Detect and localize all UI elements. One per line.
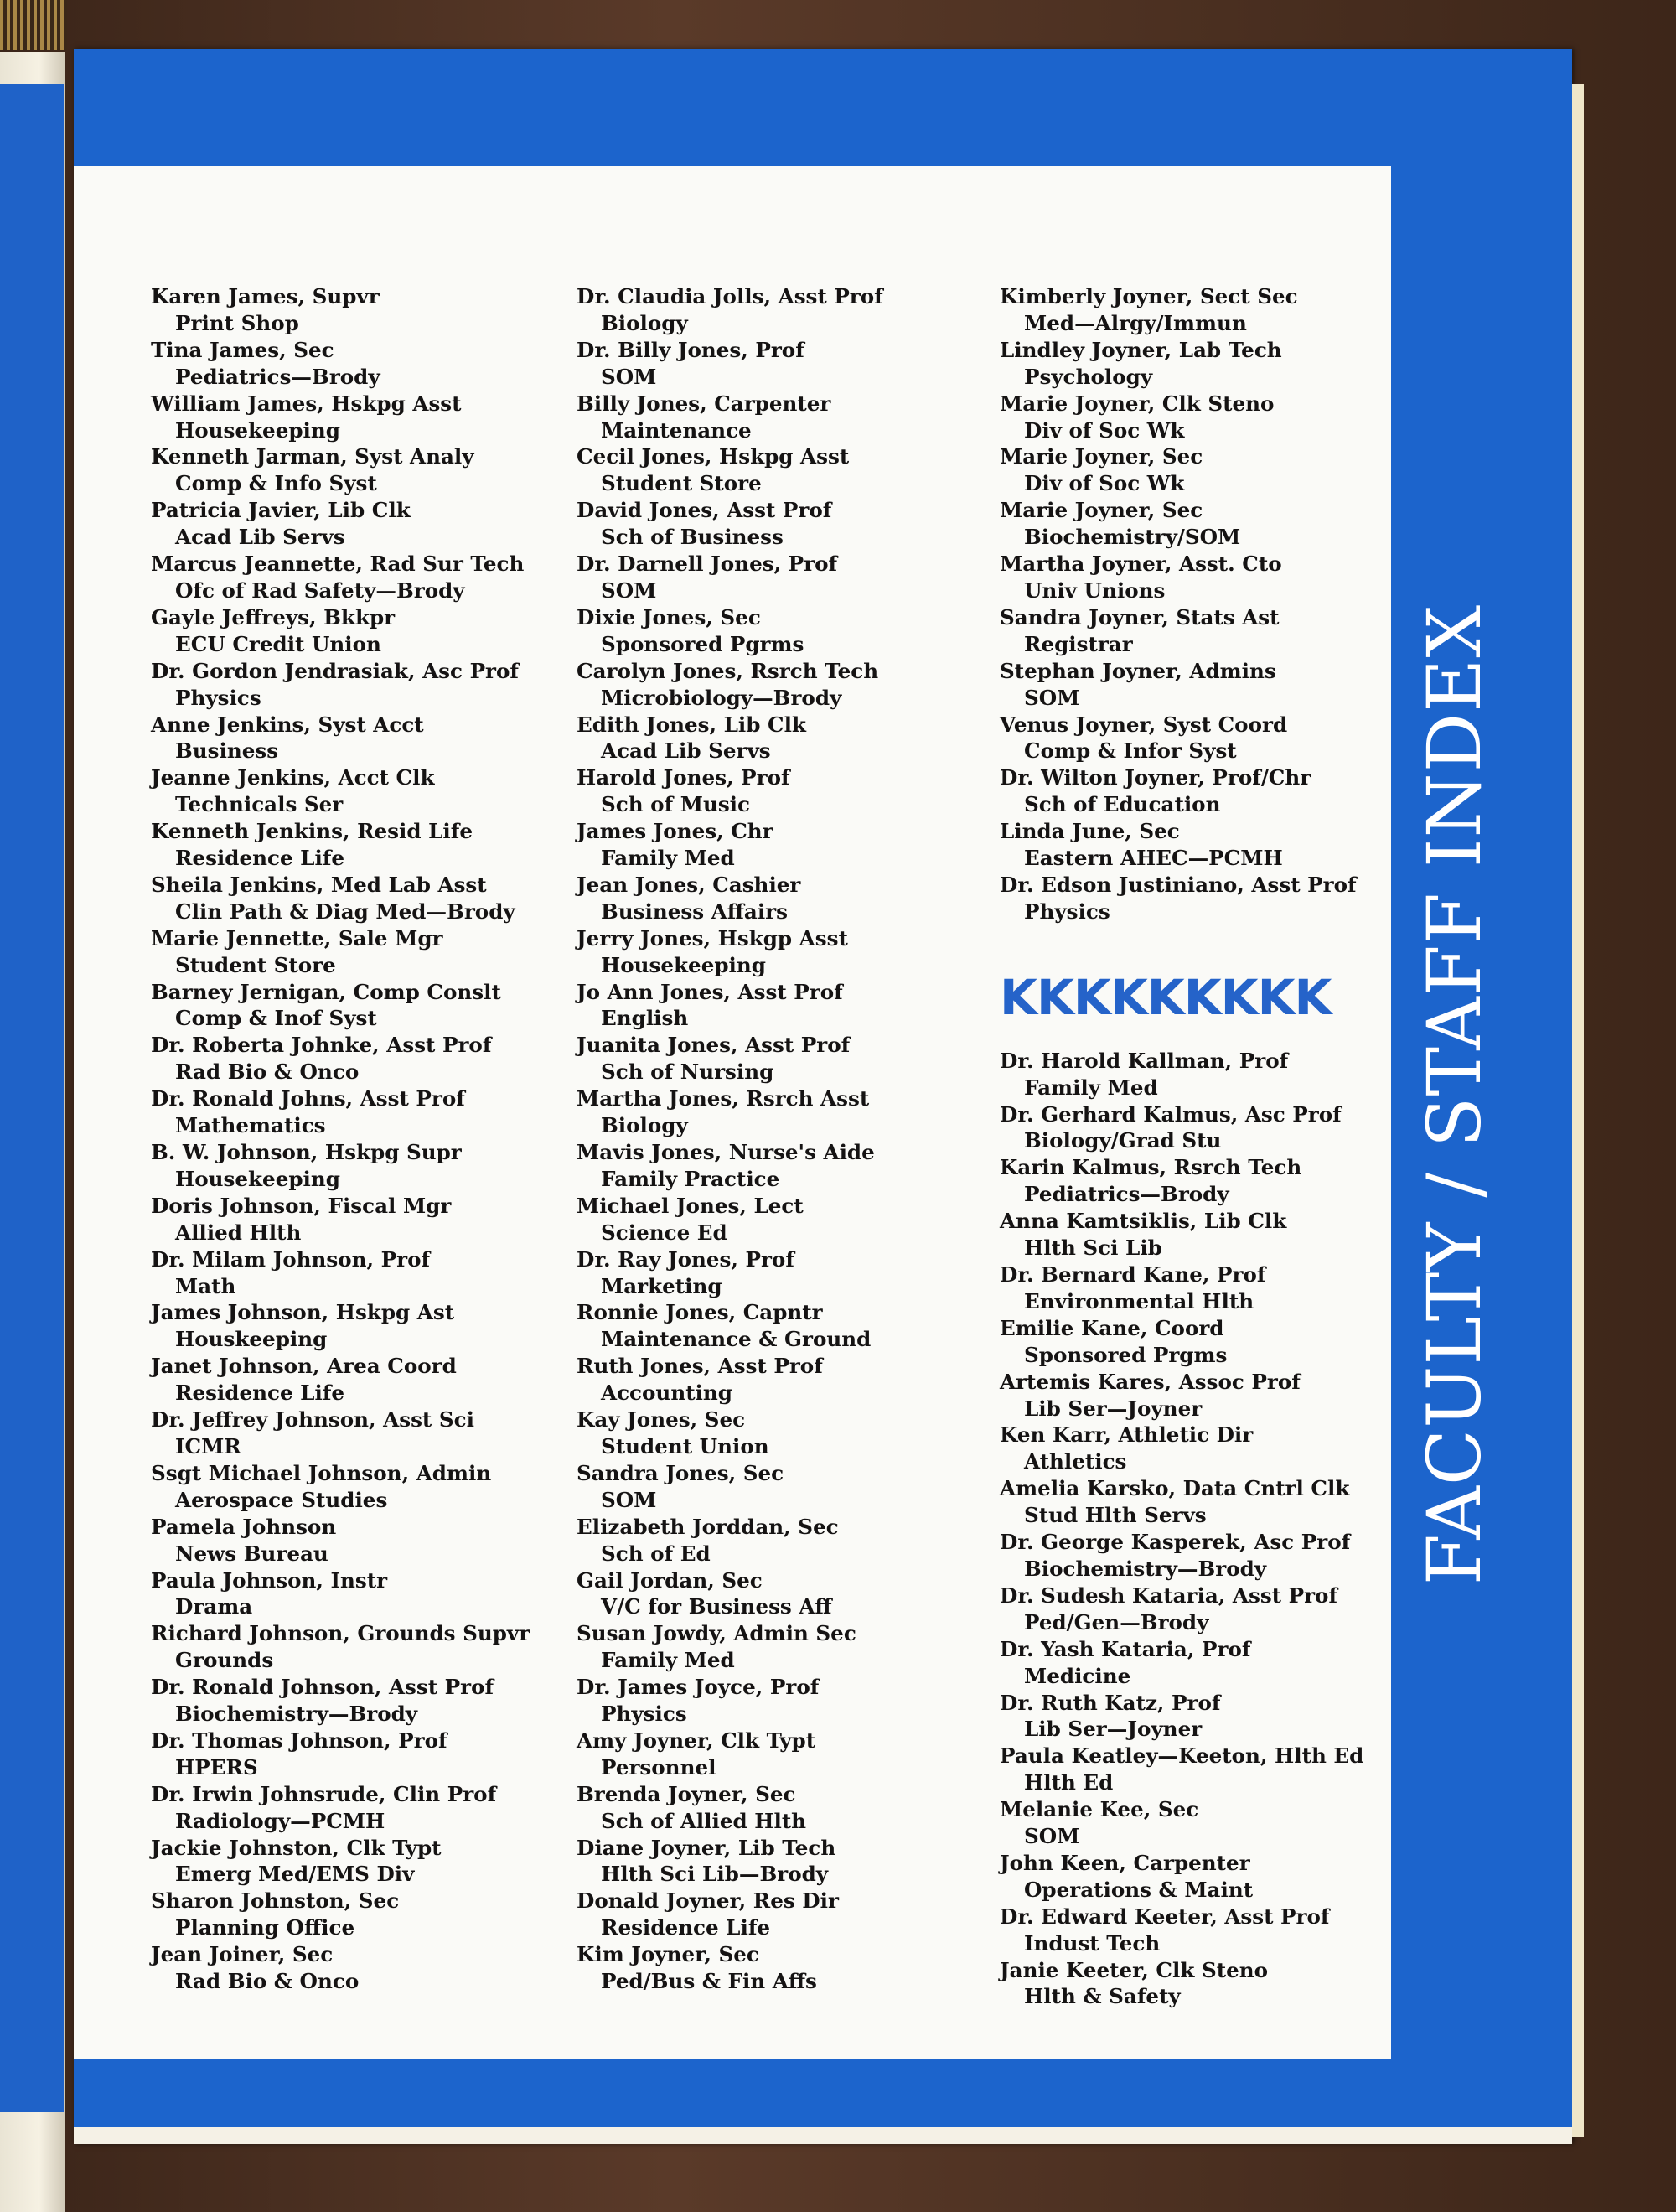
index-entry [1000,1529,1363,1583]
entry-department: Div of Soc Wk [1024,471,1185,496]
entry-name-title: Juanita Jones, Asst Prof [577,1033,851,1058]
entry-name-title: Dr. George Kasperek, Asc Prof [1000,1530,1351,1555]
entry-department: News Bureau [175,1541,328,1566]
index-entry [577,1246,883,1300]
index-entry [151,1406,530,1460]
index-entry [577,1353,883,1406]
index-entry [577,1299,883,1353]
entry-department: Maintenance & Ground [601,1327,872,1352]
index-entry [151,551,530,604]
index-entry [1000,604,1363,658]
index-entry [151,391,530,444]
entry-department: Business [175,738,279,764]
entry-department: Drama [175,1594,253,1619]
entry-department: Residence Life [175,1381,345,1406]
entry-name-title: Kimberly Joyner, Sect Sec [1000,284,1298,308]
entry-name-title: Dr. Gerhard Kalmus, Asc Prof [1000,1101,1342,1127]
index-page [74,49,1572,2144]
index-entry [577,1728,883,1781]
entry-department: Sponsored Pgrms [601,631,804,656]
entry-department: Housekeeping [175,1166,340,1191]
entry-name-title: Dr. Ray Jones, Prof [577,1246,794,1272]
index-entry [1000,1369,1363,1422]
entry-name-title: William James, Hskpg Asst [151,391,462,416]
entry-name-title: Dr. Gordon Jendrasiak, Asc Prof [151,658,520,683]
index-entry [577,1781,883,1835]
entry-department: Mathematics [175,1113,326,1138]
index-entry [1000,1850,1363,1904]
entry-department: Personnel [601,1754,716,1779]
index-entry [1000,1583,1363,1636]
entry-department: Comp & Infor Syst [1024,738,1237,764]
book-binding [0,0,67,50]
entry-name-title: Dixie Jones, Sec [577,604,761,629]
entry-name-title: Sandra Joyner, Stats Ast [1000,604,1280,629]
entry-department: SOM [601,364,657,389]
index-entry [151,443,530,497]
index-entry [1000,1048,1363,1101]
entry-department: Student Union [601,1433,769,1458]
entry-department: Rad Bio & Onco [175,1059,360,1085]
index-entry [577,1460,883,1514]
entry-department: Acad Lib Servs [175,525,345,550]
entry-name-title: Dr. Thomas Johnson, Prof [151,1728,447,1753]
entry-department: Ped/Bus & Fin Affs [601,1969,817,1994]
entry-department: V/C for Business Aff [601,1594,832,1619]
entry-department: Pediatrics—Brody [1024,1182,1229,1207]
index-entry [577,1193,883,1246]
index-entry [577,872,883,925]
entry-name-title: Billy Jones, Carpenter [577,391,831,416]
entry-department: Clin Path & Diag Med—Brody [175,899,515,924]
entry-department: SOM [601,578,657,603]
index-column-3 [1000,283,1363,2010]
index-entry [1000,1422,1363,1475]
entry-department: Sch of Education [1024,792,1221,817]
index-entry [1000,1904,1363,1957]
entry-name-title: Marie Joyner, Sec [1000,498,1203,523]
entry-name-title: Kay Jones, Sec [577,1407,746,1432]
entry-department: Physics [601,1702,687,1727]
entry-name-title: Marie Joyner, Clk Steno [1000,391,1275,416]
entry-name-title: Melanie Kee, Sec [1000,1797,1199,1822]
index-entry [151,818,530,872]
entry-department: Aerospace Studies [175,1487,388,1512]
entry-department: Math [175,1273,236,1298]
entry-department: Housekeeping [175,417,340,443]
entry-department: Hlth & Safety [1024,1984,1181,2009]
index-entry [577,1514,883,1567]
entry-department: Ped/Gen—Brody [1024,1609,1209,1634]
index-entry [151,1193,530,1246]
entry-name-title: Dr. Claudia Jolls, Asst Prof [577,284,883,308]
entry-department: Sch of Ed [601,1541,711,1566]
index-entry [577,604,883,658]
index-entry [151,1835,530,1888]
entry-name-title: James Johnson, Hskpg Ast [151,1300,455,1325]
entry-department: ICMR [175,1433,241,1458]
entry-name-title: Dr. Bernard Kane, Prof [1000,1262,1266,1287]
index-entry [577,1406,883,1460]
entry-name-title: Martha Jones, Rsrch Asst [577,1086,870,1111]
entry-department: Rad Bio & Onco [175,1969,360,1994]
entry-name-title: Linda June, Sec [1000,819,1180,844]
entry-name-title: John Keen, Carpenter [1000,1850,1250,1875]
entry-name-title: Ronnie Jones, Capntr [577,1300,823,1325]
index-entry [577,1139,883,1193]
entry-department: Family Med [601,846,735,871]
entry-name-title: Dr. Edson Justiniano, Asst Prof [1000,872,1357,897]
index-entry [577,1888,883,1941]
side-title: FACULTY / STAFF INDEX [1411,604,1498,1586]
index-entry [151,1299,530,1353]
entry-name-title: David Jones, Asst Prof [577,498,832,523]
entry-name-title: Sandra Jones, Sec [577,1460,784,1485]
entry-department: Maintenance [601,417,752,443]
entry-department: Radiology—PCMH [175,1808,385,1833]
index-entry [1000,1154,1363,1208]
entry-name-title: Dr. Ronald Johns, Asst Prof [151,1086,465,1111]
entry-department: Operations & Maint [1024,1877,1254,1902]
entry-name-title: Lindley Joyner, Lab Tech [1000,337,1282,362]
entry-department: Hlth Ed [1024,1770,1114,1795]
entry-department: Emerg Med/EMS Div [175,1862,415,1887]
index-entry [1000,443,1363,497]
entry-department: SOM [1024,1824,1080,1849]
entry-name-title: Barney Jernigan, Comp Conslt [151,979,501,1004]
index-entry [577,658,883,712]
index-entry [151,283,530,337]
entry-department: Sponsored Prgms [1024,1342,1228,1367]
entry-department: Allied Hlth [175,1220,302,1245]
entry-name-title: Gayle Jeffreys, Bkkpr [151,604,396,629]
entry-name-title: Ssgt Michael Johnson, Admin [151,1460,492,1485]
index-entry [1000,497,1363,551]
index-entry [577,443,883,497]
index-entry [151,1085,530,1139]
entry-name-title: Cecil Jones, Hskpg Asst [577,444,850,469]
entry-name-title: Elizabeth Jorddan, Sec [577,1514,839,1539]
index-entry [1000,1636,1363,1690]
entry-name-title: Diane Joyner, Lib Tech [577,1835,836,1860]
entry-name-title: Jeanne Jenkins, Acct Clk [151,765,435,790]
entry-department: Physics [1024,899,1110,924]
entry-name-title: Stephan Joyner, Admins [1000,658,1276,683]
entry-name-title: Ken Karr, Athletic Dir [1000,1422,1254,1448]
entry-department: Housekeeping [601,952,766,977]
entry-department: HPERS [175,1754,258,1779]
entry-name-title: Anne Jenkins, Syst Acct [151,712,424,737]
index-entry [577,497,883,551]
entry-name-title: Karin Kalmus, Rsrch Tech [1000,1155,1302,1180]
entry-name-title: Dr. Irwin Johnsrude, Clin Prof [151,1781,497,1806]
entry-name-title: Paula Keatley—Keeton, Hlth Ed [1000,1743,1364,1769]
entry-department: Environmental Hlth [1024,1288,1254,1313]
index-entry [151,1514,530,1567]
entry-department: Stud Hlth Servs [1024,1503,1207,1528]
index-column-3-k-entries [1000,1048,1363,2011]
entry-name-title: Richard Johnson, Grounds Supvr [151,1621,530,1646]
index-entry [151,658,530,712]
entry-name-title: Jean Jones, Cashier [577,872,801,897]
index-entry [151,497,530,551]
index-entry [1000,1743,1363,1796]
entry-name-title: Doris Johnson, Fiscal Mgr [151,1193,452,1218]
entry-name-title: Dr. Darnell Jones, Prof [577,552,838,577]
entry-name-title: Susan Jowdy, Admin Sec [577,1621,856,1646]
entry-name-title: Emilie Kane, Coord [1000,1315,1224,1340]
index-entry [577,1085,883,1139]
entry-department: Biology [601,1113,688,1138]
index-entry [1000,1957,1363,2011]
entry-department: Family Med [601,1648,735,1673]
index-entry [151,337,530,391]
entry-name-title: Gail Jordan, Sec [577,1567,763,1593]
index-entry [577,925,883,979]
index-entry [1000,551,1363,604]
index-column-3-j-entries [1000,283,1363,925]
index-entry [1000,872,1363,925]
entry-department: ECU Credit Union [175,631,381,656]
index-entry [151,1674,530,1728]
entry-department: Sch of Music [601,792,750,817]
entry-name-title: Mavis Jones, Nurse's Aide [577,1140,875,1164]
index-entry [151,872,530,925]
entry-name-title: Edith Jones, Lib Clk [577,712,806,737]
entry-name-title: Dr. Billy Jones, Prof [577,337,804,362]
entry-department: Sch of Nursing [601,1059,774,1085]
entry-department: Lib Ser—Joyner [1024,1717,1203,1742]
entry-name-title: Paula Johnson, Instr [151,1567,388,1593]
entry-name-title: Dr. James Joyce, Prof [577,1675,820,1700]
index-entry [151,1246,530,1300]
entry-department: Microbiology—Brody [601,685,842,710]
page-edge-right [1572,84,1584,2137]
index-entry [577,1674,883,1728]
entry-name-title: Dr. Jeffrey Johnson, Asst Sci [151,1407,474,1432]
entry-department: Planning Office [175,1915,355,1940]
entry-department: Comp & Inof Syst [175,1006,377,1031]
index-entry [151,1032,530,1085]
index-entry [151,1567,530,1621]
index-entry [1000,1315,1363,1369]
entry-name-title: Patricia Javier, Lib Clk [151,498,411,523]
index-entry [1000,1796,1363,1850]
entry-name-title: Dr. Edward Keeter, Asst Prof [1000,1904,1330,1929]
entry-name-title: Carolyn Jones, Rsrch Tech [577,658,879,683]
index-entry [1000,818,1363,872]
entry-department: Technicals Ser [175,792,344,817]
entry-name-title: Dr. Ruth Katz, Prof [1000,1690,1221,1715]
entry-name-title: James Jones, Chr [577,819,773,844]
entry-department: Div of Soc Wk [1024,417,1185,443]
entry-name-title: Sharon Johnston, Sec [151,1888,400,1914]
entry-department: Biology [601,310,688,335]
index-entry [1000,1690,1363,1743]
index-entry [577,391,883,444]
entry-name-title: Ruth Jones, Asst Prof [577,1354,823,1379]
index-entry [151,604,530,658]
entry-name-title: Brenda Joyner, Sec [577,1781,796,1806]
index-entry [577,1835,883,1888]
index-entry [1000,337,1363,391]
entry-department: Sch of Allied Hlth [601,1808,807,1833]
index-entry [1000,283,1363,337]
entry-name-title: B. W. Johnson, Hskpg Supr [151,1140,462,1164]
entry-department: Accounting [601,1381,732,1406]
entry-department: Marketing [601,1273,722,1298]
index-entry [1000,1101,1363,1155]
entry-department: Student Store [601,471,762,496]
entry-name-title: Kim Joyner, Sec [577,1942,759,1967]
index-entry [151,712,530,765]
index-entry [151,764,530,818]
index-entry [577,764,883,818]
entry-department: Athletics [1024,1449,1127,1474]
index-entry [577,1620,883,1674]
entry-name-title: Donald Joyner, Res Dir [577,1888,839,1914]
entry-department: Med—Alrgy/Immun [1024,310,1247,335]
entry-department: Pediatrics—Brody [175,364,380,389]
entry-department: Student Store [175,952,336,977]
entry-name-title: Pamela Johnson [151,1514,337,1539]
entry-name-title: Marcus Jeannette, Rad Sur Tech [151,552,525,577]
entry-name-title: Janie Keeter, Clk Steno [1000,1957,1269,1982]
entry-department: Physics [175,685,261,710]
entry-name-title: Martha Joyner, Asst. Cto [1000,552,1282,577]
entry-name-title: Dr. Sudesh Kataria, Asst Prof [1000,1583,1338,1608]
index-entry [151,1728,530,1781]
index-entry [1000,1475,1363,1529]
entry-name-title: Tina James, Sec [151,337,334,362]
entry-department: SOM [601,1487,657,1512]
entry-name-title: Venus Joyner, Syst Coord [1000,712,1288,737]
entry-department: Medicine [1024,1663,1131,1688]
entry-department: Biochemistry—Brody [1024,1556,1267,1581]
index-content-panel [74,166,1391,2059]
index-entry [151,1781,530,1835]
entry-department: Print Shop [175,310,299,335]
entry-name-title: Jackie Johnston, Clk Typt [151,1835,442,1860]
entry-name-title: Marie Joyner, Sec [1000,444,1203,469]
index-entry [151,925,530,979]
entry-department: Ofc of Rad Safety—Brody [175,578,465,603]
facing-page-blue-band [0,84,64,2112]
entry-department: Family Practice [601,1166,780,1191]
entry-name-title: Dr. Wilton Joyner, Prof/Chr [1000,765,1311,790]
index-entry [1000,712,1363,765]
entry-name-title: Michael Jones, Lect [577,1193,804,1218]
entry-name-title: Harold Jones, Prof [577,765,790,790]
entry-department: Eastern AHEC—PCMH [1024,846,1283,871]
entry-department: Comp & Info Syst [175,471,377,496]
entry-name-title: Anna Kamtsiklis, Lib Clk [1000,1209,1287,1234]
section-heading-k: KKKKKKKKK [1000,968,1332,1026]
entry-department: SOM [1024,685,1080,710]
entry-department: Science Ed [601,1220,727,1245]
entry-department: Psychology [1024,364,1153,389]
entry-department: Univ Unions [1024,578,1166,603]
index-entry [577,1567,883,1621]
index-entry [577,1941,883,1995]
entry-name-title: Amy Joyner, Clk Typt [577,1728,816,1753]
entry-department: Hlth Sci Lib—Brody [601,1862,829,1887]
entry-department: Lib Ser—Joyner [1024,1396,1203,1421]
index-entry [577,979,883,1033]
index-entry [151,1888,530,1941]
entry-department: Residence Life [601,1915,771,1940]
index-entry [577,1032,883,1085]
entry-name-title: Janet Johnson, Area Coord [151,1354,457,1379]
entry-name-title: Dr. Yash Kataria, Prof [1000,1636,1251,1661]
entry-department: Business Affairs [601,899,788,924]
index-entry [577,818,883,872]
entry-department: Grounds [175,1648,274,1673]
index-entry [151,1941,530,1995]
index-entry [151,1620,530,1674]
index-entry [151,1460,530,1514]
entry-department: Houskeeping [175,1327,328,1352]
index-column-2 [577,283,883,1995]
index-entry [1000,1208,1363,1261]
entry-name-title: Jean Joiner, Sec [151,1942,334,1967]
entry-name-title: Kenneth Jarman, Syst Analy [151,444,474,469]
index-entry [577,283,883,337]
entry-name-title: Dr. Roberta Johnke, Asst Prof [151,1033,492,1058]
index-entry [1000,658,1363,712]
entry-department: Family Med [1024,1075,1158,1100]
entry-name-title: Marie Jennette, Sale Mgr [151,925,443,951]
entry-name-title: Dr. Milam Johnson, Prof [151,1246,431,1272]
entry-name-title: Sheila Jenkins, Med Lab Asst [151,872,487,897]
index-entry [577,337,883,391]
entry-name-title: Artemis Kares, Assoc Prof [1000,1369,1301,1394]
entry-name-title: Jo Ann Jones, Asst Prof [577,979,843,1004]
entry-department: Biochemistry—Brody [175,1702,418,1727]
entry-name-title: Dr. Harold Kallman, Prof [1000,1048,1289,1073]
entry-department: English [601,1006,689,1031]
entry-department: Sch of Business [601,525,784,550]
entry-department: Registrar [1024,631,1133,656]
entry-department: Hlth Sci Lib [1024,1236,1162,1261]
index-entry [1000,391,1363,444]
index-entry [1000,764,1363,818]
entry-name-title: Kenneth Jenkins, Resid Life [151,819,473,844]
index-entry [151,1353,530,1406]
entry-department: Biology/Grad Stu [1024,1128,1222,1153]
entry-department: Indust Tech [1024,1930,1161,1956]
entry-name-title: Dr. Ronald Johnson, Asst Prof [151,1675,494,1700]
entry-department: Biochemistry/SOM [1024,525,1241,550]
index-entry [151,1139,530,1193]
entry-name-title: Amelia Karsko, Data Cntrl Clk [1000,1476,1350,1501]
index-entry [577,712,883,765]
index-entry [577,551,883,604]
entry-department: Residence Life [175,846,345,871]
entry-department: Acad Lib Servs [601,738,771,764]
entry-name-title: Jerry Jones, Hskgp Asst [577,925,848,951]
entry-name-title: Karen James, Supvr [151,284,380,308]
index-entry [1000,1261,1363,1315]
index-entry [151,979,530,1033]
index-column-1 [151,283,530,1995]
